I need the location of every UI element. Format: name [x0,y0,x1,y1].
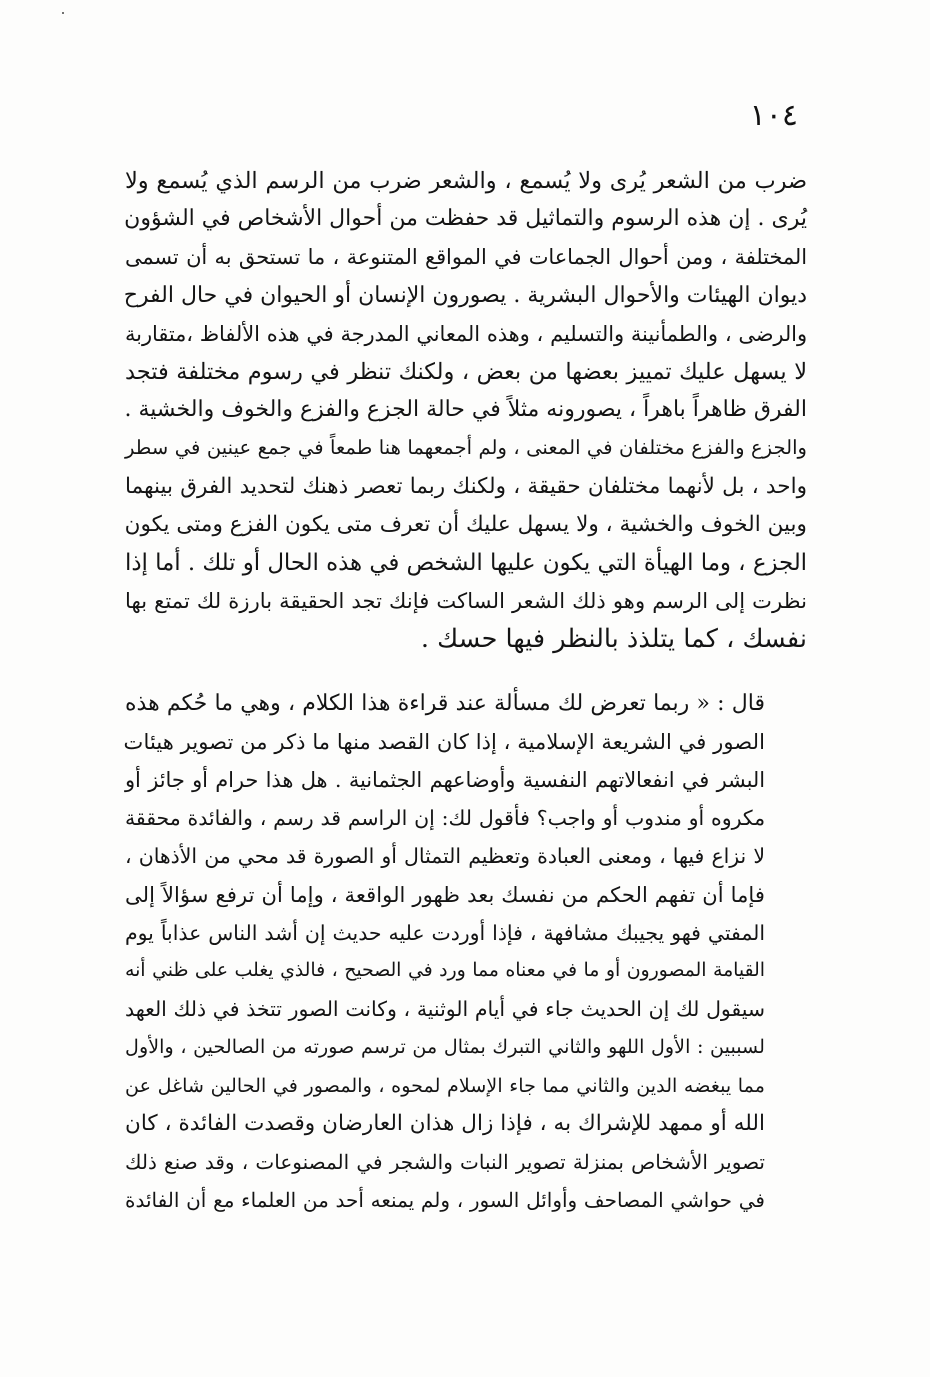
text-line: مكروه أو مندوب أو واجب؟ فأقول لك: إن الراسم قد رسم ، والفائدة محققة [125,806,765,831]
text-line: ضرب من الشعر يُرى ولا يُسمع ، والشعر ضرب من الرسم الذي يُسمع ولا [125,168,807,194]
text-line: الجزع ، وما الهيأة التي يكون عليها الشخص في هذه الحال أو تلك . أما إذا [125,550,807,577]
text-line: تصوير الأشخاص بمنزلة تصوير النبات والشجر في المصنوعات ، وقد صنع ذلك [125,1150,765,1175]
text-line: لسببين : الأول اللهو والثاني التبرك بمثال من ترسم صورته من الصالحين ، والأول [125,1035,765,1059]
scan-speck [62,12,64,14]
paragraph-1 [125,162,807,659]
text-line: الفرق ظاهراً باهراً ، يصورونه مثلاً في حالة الجزع والفزع والخوف والخشية . [124,397,807,423]
text-line: يُرى . إن هذه الرسوم والتماثيل قد حفظت من أحوال الأشخاص في الشؤون [124,206,807,232]
page-number: ١٠٤ [749,98,798,133]
text-line: والرضى ، والطمأنينة والتسليم ، وهذه المعاني المدرجة في هذه الألفاظ ،متقاربة [125,321,807,346]
text-line: واحد ، بل لأنهما مختلفان حقيقة ، ولكنك ربما تعصر ذهنك لتحديد الفرق بينهما [125,473,807,499]
text-line: وبين الخوف والخشية ، ولا يسهل عليك أن تعرف متى يكون الفزع ومتى يكون [124,511,807,537]
text-line: فإما أن تفهم الحكم من نفسك بعد ظهور الواقعة ، وإما أن ترفع سؤالاً إلى [125,881,765,907]
text-line: قال : « ربما تعرض لك مسألة عند قراءة هذا الكلام ، وهي ما حُكم هذه [125,690,765,716]
text-line: البشر في انفعالاتهم النفسية وأوضاعهم الجثمانية . هل هذا حرام أو جائز أو [125,768,765,793]
paragraph-2 [125,685,807,1220]
text-line: ديوان الهيئات والأحوال البشرية . يصورون الإنسان أو الحيوان في حال الفرح [123,282,807,308]
text-line: لا نزاع فيها ، ومعنى العبادة وتعظيم التمثال أو الصورة قد محي من الأذهان ، [125,844,765,869]
text-line: المختلفة ، ومن أحوال الجماعات في المواقع المتنوعة ، ما تستحق به أن تسمى [125,245,807,270]
text-line: سيقول لك إن الحديث جاء في أيام الوثنية ، وكانت الصور تتخذ في ذلك العهد [125,997,765,1022]
text-line: القيامة المصورون أو ما في معناه مما ورد في الصحيح ، فالذي يغلب على ظني أنه [125,960,765,982]
text-line: مما يبغضه الدين والثاني مما جاء الإسلام لمحوه ، والمصور في الحالين شاغل عن [125,1073,765,1097]
text-line: المفتي فهو يجيبك مشافهة ، فإذا أوردت عليه حديث إن أشد الناس عذاباً يوم [125,920,765,945]
text-line: الصور في الشريعة الإسلامية ، إذا كان القصد منها ما ذكر من تصوير هيئات [123,728,765,754]
text-line: نفسك ، كما يتلذذ بالنظر فيها حسك . [420,624,807,655]
text-line: في حواشي المصاحف وأوائل السور ، ولم يمنعه أحد من العلماء مع أن الفائدة [125,1188,765,1213]
text-line: نظرت إلى الرسم وهو ذلك الشعر الساكت فإنك تجد الحقيقة بارزة لك تمتع بها [125,588,807,614]
text-line: الله أو ممهد للإشراك به ، فإذا زال هذان العارضان وقصدت الفائدة ، كان [125,1110,765,1136]
text-line: لا يسهل عليك تمييز بعضها من بعض ، ولكنك تنظر في رسوم مختلفة فتجد [125,359,807,386]
body-text [125,162,807,1219]
text-line: والجزع والفزع مختلفان في المعنى ، ولم أجمعهما هنا طمعاً في جمع عينين في سطر [125,436,807,460]
